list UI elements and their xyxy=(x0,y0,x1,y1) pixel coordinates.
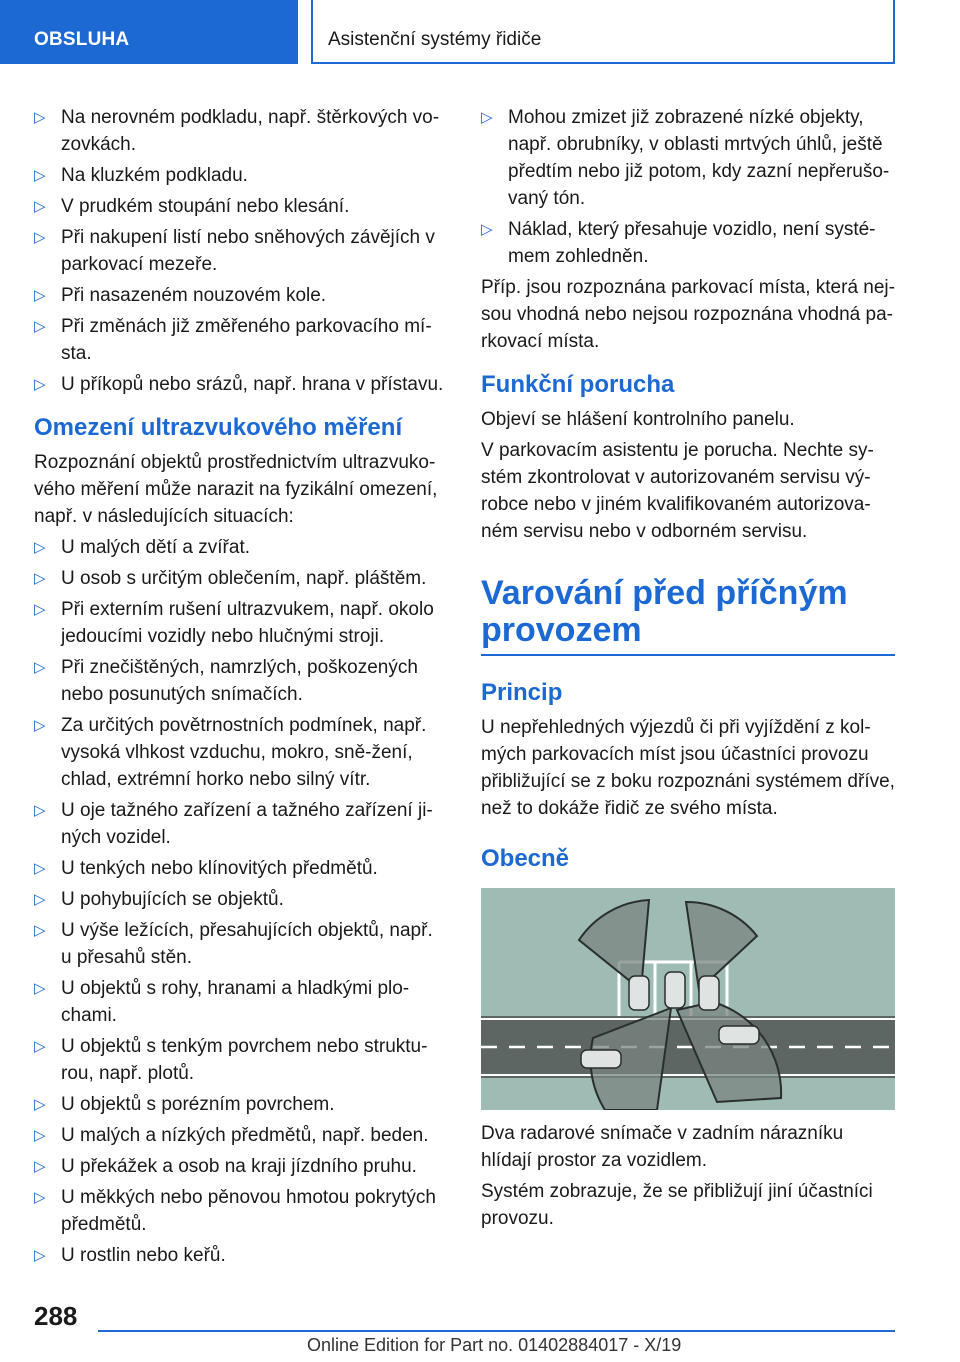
list-item-text: Při nakupení listí nebo sněhových závějích v parkovací mezeře. xyxy=(61,227,435,275)
list-item-text: Při nasazeném nouzovém kole. xyxy=(61,285,327,306)
list-item xyxy=(481,216,895,270)
list-item xyxy=(34,162,446,189)
bullet-triangle-icon: ▷ xyxy=(34,229,46,246)
list-item xyxy=(34,565,446,592)
bullet-triangle-icon: ▷ xyxy=(34,1158,46,1175)
list-item-text: Při znečištěných, namrzlých, poškozených nebo posunutých snímačích. xyxy=(61,657,418,705)
list-item xyxy=(34,534,446,561)
list-item-text: U pohybujících se objektů. xyxy=(61,889,284,910)
bullet-triangle-icon: ▷ xyxy=(34,109,46,126)
chapter-title: Varování před příčným provozem xyxy=(481,575,895,656)
general-heading: Obecně xyxy=(481,845,570,872)
list-item xyxy=(34,1242,446,1269)
bullet-triangle-icon: ▷ xyxy=(34,287,46,304)
chapter-tab xyxy=(311,0,895,64)
list-item xyxy=(34,712,446,793)
bullet-triangle-icon: ▷ xyxy=(34,1127,46,1144)
list-item xyxy=(34,654,446,708)
list-item xyxy=(34,1153,446,1180)
bullet-triangle-icon: ▷ xyxy=(34,539,46,556)
list-item xyxy=(34,371,446,398)
list-item-text: U tenkých nebo klínovitých předmětů. xyxy=(61,858,378,879)
bullet-triangle-icon: ▷ xyxy=(34,1096,46,1113)
list-item-text: U objektů s porézním povrchem. xyxy=(61,1094,335,1115)
list-item xyxy=(34,313,446,367)
bullet-triangle-icon: ▷ xyxy=(34,198,46,215)
principle-text: U nepřehledných výjezdů či při vyjíždění z kol-mých parkovacích míst jsou účastníci provozu přibližující se z boku rozpoznáni systémem dříve, než to dokáže řidič ze svého místa. xyxy=(481,717,895,819)
ultrasonic-intro: Rozpoznání objektů prostřednictvím ultrazvuko-vého měření může narazit na fyzikální omezení, např. v následujících situacích: xyxy=(34,452,438,527)
list-item xyxy=(34,193,446,220)
list-item-text: Mohou zmizet již zobrazené nízké objekty, např. obrubníky, v oblasti mrtvých úhlů, ještě předtím nebo již potom, kdy zazní nepřerušo-vaný tón. xyxy=(508,107,890,209)
list-item xyxy=(34,886,446,913)
section-label: OBSLUHA xyxy=(34,29,130,50)
bullet-triangle-icon: ▷ xyxy=(34,980,46,997)
list-item xyxy=(34,104,446,158)
ultrasonic-limits-heading: Omezení ultrazvukového měření xyxy=(34,414,403,441)
list-item-text: U malých a nízkých předmětů, např. beden. xyxy=(61,1125,429,1146)
ultrasonic-list xyxy=(34,534,446,1269)
bullet-triangle-icon: ▷ xyxy=(34,601,46,618)
list-item-text: U příkopů nebo srázů, např. hrana v přístavu. xyxy=(61,374,444,395)
bullet-triangle-icon: ▷ xyxy=(34,717,46,734)
fault-message: Objeví se hlášení kontrolního panelu. xyxy=(481,409,795,430)
list-item xyxy=(34,855,446,882)
list-item-text: U malých dětí a zvířat. xyxy=(61,537,251,558)
list-item-text: U objektů s tenkým povrchem nebo struktu-rou, např. plotů. xyxy=(61,1036,428,1084)
list-item xyxy=(34,917,446,971)
list-item-text: U osob s určitým oblečením, např. pláštěm. xyxy=(61,568,427,589)
bullet-triangle-icon: ▷ xyxy=(34,318,46,335)
list-item-text: Při změnách již změřeného parkovacího mí-sta. xyxy=(61,316,432,364)
bullet-triangle-icon: ▷ xyxy=(34,1247,46,1264)
caption-display: Systém zobrazuje, že se přibližují jiní účastníci provozu. xyxy=(481,1181,873,1229)
list-item xyxy=(34,1184,446,1238)
list-item xyxy=(481,104,895,212)
page-number: 288 xyxy=(34,1301,78,1331)
principle-heading: Princip xyxy=(481,679,563,706)
list-item-text: U výše ležících, přesahujících objektů, např. u přesahů stěn. xyxy=(61,920,433,968)
list-item xyxy=(34,596,446,650)
list-item-text: Na nerovném podkladu, např. štěrkových vo-zovkách. xyxy=(61,107,440,155)
bullet-triangle-icon: ▷ xyxy=(34,860,46,877)
bullet-triangle-icon: ▷ xyxy=(34,659,46,676)
list-item-text: Za určitých povětrnostních podmínek, např. vysoká vlhkost vzduchu, mokro, sně-žení, chlad, extrémní horko nebo silný vítr. xyxy=(61,715,427,790)
list-item-text: U oje tažného zařízení a tažného zařízení ji-ných vozidel. xyxy=(61,800,433,848)
list-item-text: Při externím rušení ultrazvukem, např. okolo jedoucími vozidly nebo hlučnými stroji. xyxy=(61,599,434,647)
list-item xyxy=(34,1033,446,1087)
list-item xyxy=(34,1091,446,1118)
list-item-text: U rostlin nebo keřů. xyxy=(61,1245,226,1266)
section-tab xyxy=(0,0,298,64)
limitations-list xyxy=(34,104,446,398)
parking-spaces-paragraph: Příp. jsou rozpoznána parkovací místa, která nej-sou vhodná nebo nejsou rozpoznána vhodná pa-rkovací místa. xyxy=(481,277,895,352)
list-item xyxy=(34,224,446,278)
bullet-triangle-icon: ▷ xyxy=(34,922,46,939)
left-column xyxy=(34,104,446,1273)
bullet-triangle-icon: ▷ xyxy=(481,221,493,238)
list-item-text: U objektů s rohy, hranami a hladkými plo-chami. xyxy=(61,978,410,1026)
fault-instruction: V parkovacím asistentu je porucha. Nechte sy-stém zkontrolovat v autorizovaném servisu vý-robce nebo v jiném kvalifikovaném autorizova-ném servisu nebo v odborném servisu. xyxy=(481,440,874,542)
bullet-triangle-icon: ▷ xyxy=(34,1038,46,1055)
list-item-text: Náklad, který přesahuje vozidlo, není systé-mem zohledněn. xyxy=(508,219,876,267)
bullet-triangle-icon: ▷ xyxy=(34,570,46,587)
list-item-text: U překážek a osob na kraji jízdního pruhu. xyxy=(61,1156,417,1177)
list-item-text: U měkkých nebo pěnovou hmotou pokrytých předmětů. xyxy=(61,1187,436,1235)
bullet-triangle-icon: ▷ xyxy=(481,109,493,126)
list-item xyxy=(34,975,446,1029)
cross-traffic-illustration xyxy=(481,888,895,1110)
bullet-triangle-icon: ▷ xyxy=(34,376,46,393)
fault-heading: Funkční porucha xyxy=(481,371,675,398)
caption-sensors: Dva radarové snímače v zadním nárazníku hlídají prostor za vozidlem. xyxy=(481,1123,844,1171)
bullet-triangle-icon: ▷ xyxy=(34,1189,46,1206)
illustration-drawing xyxy=(481,888,895,1110)
list-item xyxy=(34,797,446,851)
list-item-text: V prudkém stoupání nebo klesání. xyxy=(61,196,350,217)
edition-note: Online Edition for Part no. 01402884017 - X/19 xyxy=(307,1335,682,1355)
footer-divider xyxy=(98,1330,895,1332)
list-item-text: Na kluzkém podkladu. xyxy=(61,165,248,186)
bullet-triangle-icon: ▷ xyxy=(34,167,46,184)
right-column xyxy=(481,104,895,1236)
list-item xyxy=(34,282,446,309)
bullet-triangle-icon: ▷ xyxy=(34,891,46,908)
bullet-triangle-icon: ▷ xyxy=(34,802,46,819)
list-item xyxy=(34,1122,446,1149)
further-limits-list xyxy=(481,104,895,270)
chapter-label: Asistenční systémy řidiče xyxy=(328,29,542,50)
